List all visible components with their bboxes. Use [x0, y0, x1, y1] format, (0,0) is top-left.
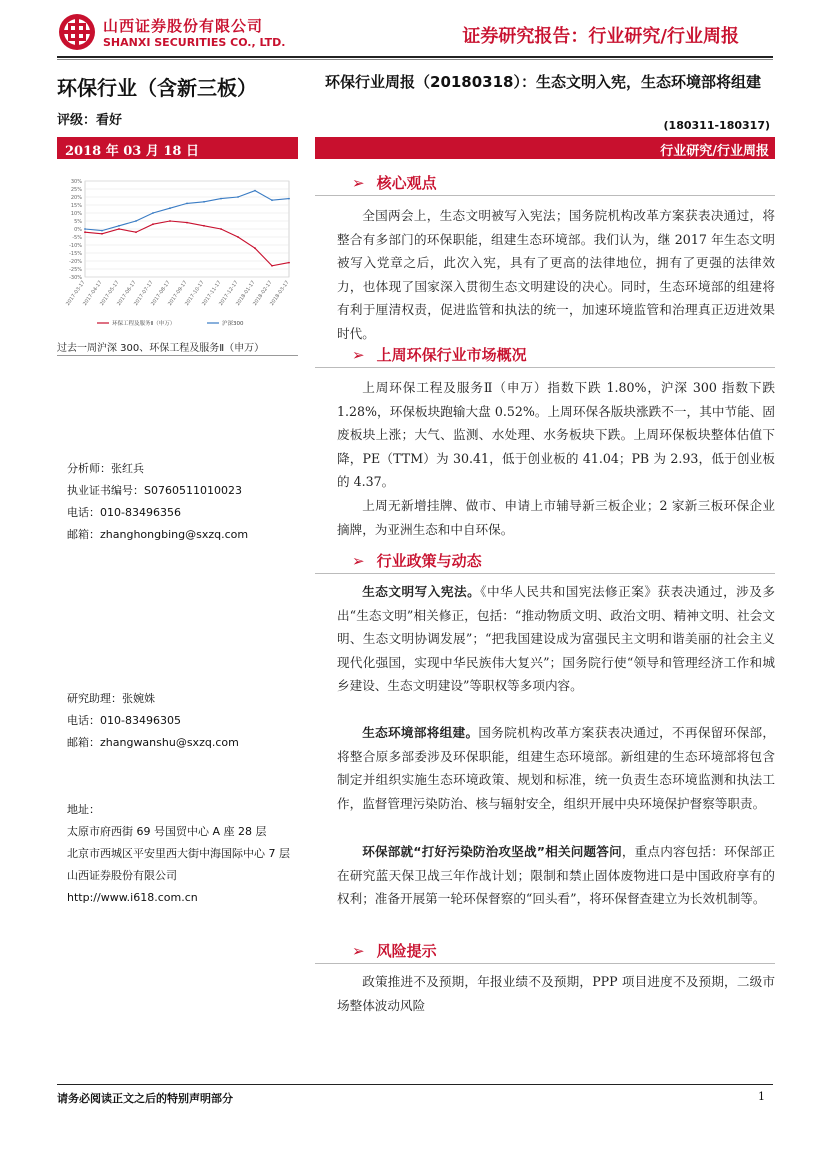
chart-y-tick-label: 15% [70, 203, 82, 209]
policy-body-qa: ，重点内容包括：环保部正在研究蓝天保卫战三年作战计划；限制和禁止固体废物进口是中国政府享有的权利；准备开展第一轮环保督察的“回头看”，将环保督查建立为长效机制等。 [337, 844, 775, 907]
market-paragraph-2: 上周无新增挂牌、做市、申请上市辅导新三板企业；2 家新三板环保企业摘牌，为亚洲生态和中自环保。 [337, 498, 775, 537]
chart-data-point [118, 225, 120, 227]
assistant-email[interactable]: 邮箱：zhangwanshu@sxzq.com [67, 736, 239, 749]
chart-x-tick-label: 2017-12-17 [218, 279, 240, 307]
policy-paragraph-qa [337, 840, 775, 911]
chart-x-tick-label: 2017-04-17 [82, 279, 104, 307]
chart-series-line-1 [85, 191, 289, 231]
chart-data-point [271, 199, 273, 201]
core-paragraph: 全国两会上，生态文明被写入宪法；国务院机构改革方案获表决通过，将整合有多部门的环保职能，组建生态环境部。我们认为，继 2017 年生态文明被写入党章之后，此次入宪，具有了更高的法律地位，拥有了更强的法律效力，也体现了国家深入贯彻生态文明建设的决心。同时，生态环境部的组建将有利于厘清权责，促进监管和执法的统一，加速环境监管和治理真正迈进效果时代。 [337, 208, 775, 341]
chart-y-tick-label: -10% [69, 243, 82, 249]
arrow-icon: ➢ [352, 942, 365, 960]
section-divider [315, 573, 775, 574]
analyst-cert: 执业证书编号：S0760511010023 [67, 484, 242, 497]
address-company: 山西证券股份有限公司 [67, 869, 177, 882]
company-website[interactable]: http://www.i618.com.cn [67, 891, 198, 904]
chart-y-tick-label: 25% [70, 187, 82, 193]
company-name-en: SHANXI SECURITIES CO., LTD. [103, 36, 286, 49]
assistant-phone: 电话：010-83496305 [67, 714, 181, 727]
chart-data-point [220, 228, 222, 230]
chart-x-tick-label: 2017-08-17 [150, 279, 172, 307]
report-week-range: (180311-180317) [663, 119, 770, 132]
chart-y-tick-label: -25% [69, 267, 82, 273]
chart-x-tick-label: 2017-10-17 [184, 279, 206, 307]
chart-data-point [84, 228, 86, 230]
section-title-core-text: 核心观点 [376, 174, 437, 192]
chart-x-tick-label: 2018-02-17 [252, 279, 274, 307]
chart-data-point [288, 198, 290, 200]
report-category-bar: 行业研究/行业周报 [315, 137, 775, 159]
section-title-core [352, 172, 437, 193]
arrow-icon: ➢ [352, 552, 365, 570]
chart-data-point [237, 196, 239, 198]
chart-legend-label: 环保工程及服务Ⅱ（申万） [112, 321, 176, 327]
assistant-name: 研究助理：张婉姝 [67, 692, 155, 705]
chart-data-point [186, 222, 188, 224]
analyst-phone: 电话：010-83496356 [67, 506, 181, 519]
section-title-market [352, 344, 527, 365]
chart-data-point [220, 198, 222, 200]
chart-data-point [288, 262, 290, 264]
chart-x-tick-label: 2017-11-17 [201, 279, 223, 307]
chart-x-tick-label: 2017-09-17 [167, 279, 189, 307]
company-logo [57, 12, 317, 54]
chart-y-tick-label: 10% [70, 211, 82, 217]
section-divider [315, 195, 775, 196]
report-date: 2018 年 03 月 18 日 [57, 137, 298, 159]
policy-headline-ministry: 生态环境部将组建。 [362, 725, 479, 740]
report-title: 环保行业周报（20180318）：生态文明入宪，生态环境部将组建 [325, 73, 761, 91]
section-divider [315, 367, 775, 368]
chart-data-point [152, 223, 154, 225]
chart-x-tick-label: 2017-03-17 [65, 279, 87, 307]
chart-data-point [186, 203, 188, 205]
address-label: 地址： [67, 803, 100, 816]
address-block [67, 799, 292, 909]
policy-headline-qa: 环保部就“打好污染防治攻坚战”相关问题答问 [362, 844, 622, 859]
header-divider-thin [57, 59, 773, 60]
chart-y-tick-label: 5% [74, 219, 82, 225]
chart-x-tick-label: 2017-06-17 [116, 279, 138, 307]
page-number: 1 [758, 1090, 765, 1103]
chart-data-point [237, 236, 239, 238]
policy-body-constitution: 《中华人民共和国宪法修正案》获表决通过，涉及多出“生态文明”相关修正，包括：“推动物质文明、政治文明、精神文明、社会文明、生态文明协调发展”；“把我国建设成为富强民主文明和谐美丽的社会主义现代化强国，实现中华民族伟大复兴”；国务院行使“领导和管理经济工作和城乡建设、生态文明建设”等职权等多项内容。 [337, 584, 776, 694]
chart-data-point [203, 201, 205, 203]
section-title-policy [352, 550, 482, 571]
chart-x-tick-label: 2017-05-17 [99, 279, 121, 307]
industry-name: 环保行业（含新三板） [57, 76, 257, 100]
header-divider [57, 56, 773, 58]
chart-y-tick-label: -30% [69, 275, 82, 281]
chart-data-point [152, 212, 154, 214]
chart-legend-label: 沪深300 [222, 321, 244, 327]
company-name-cn: 山西证券股份有限公司 [103, 17, 264, 35]
chart-data-point [203, 225, 205, 227]
footer-divider [57, 1084, 773, 1085]
chart-data-point [101, 233, 103, 235]
address-line-beijing: 北京市西城区平安里西大街中海国际中心 7 层 [67, 847, 290, 860]
chart-y-tick-label: 20% [70, 195, 82, 201]
analyst-name: 分析师：张红兵 [67, 462, 144, 475]
section-title-risk-text: 风险提示 [376, 942, 437, 960]
chart-y-tick-label: 0% [74, 227, 82, 233]
section-divider [315, 963, 775, 964]
analyst-email[interactable]: 邮箱：zhanghongbing@sxzq.com [67, 528, 249, 541]
arrow-icon: ➢ [352, 174, 365, 192]
chart-y-tick-label: -20% [69, 259, 82, 265]
chart-series-line-0 [85, 221, 289, 266]
chart-x-tick-label: 2017-07-17 [133, 279, 155, 307]
chart-x-tick-label: 2018-03-17 [269, 279, 291, 307]
performance-chart-svg [57, 165, 298, 333]
chart-y-tick-label: -15% [69, 251, 82, 257]
policy-paragraph-constitution [337, 580, 775, 698]
footer-disclaimer: 请务必阅读正文之后的特别声明部分 [57, 1092, 233, 1105]
section-title-market-text: 上周环保行业市场概况 [376, 346, 527, 364]
chart-data-point [254, 247, 256, 249]
policy-body-ministry: 国务院机构改革方案获表决通过，不再保留环保部，将整合原多部委涉及环保职能，组建生态环境部。新组建的生态环境部将包含制定并组织实施生态环境政策、规划和标准，统一负责生态环境监测和执法工作，监督管理污染防治、核与辐射安全，组织开展中央环境保护督察等职责。 [337, 725, 776, 811]
section-title-risk [352, 940, 437, 961]
risk-paragraph: 政策推进不及预期，年报业绩不及预期，PPP 项目进度不及预期，二级市场整体波动风险 [337, 974, 775, 1013]
chart-data-point [101, 230, 103, 232]
chart-data-point [254, 190, 256, 192]
market-paragraph-1: 上周环保工程及服务Ⅱ（申万）指数下跌 1.80%，沪深 300 指数下跌 1.28%，环保板块跑输大盘 0.52%。上周环保各版块涨跌不一，其中节能、固废板块上涨；大气、监测、水处理、水务板块下跌。上周环保板块整体估值下降，PE（TTM）为 30.41，低于创业板的 41.04；PB 为 2.93，低于创业板的 4.37。 [337, 380, 775, 490]
chart-data-point [84, 231, 86, 233]
chart-data-point [169, 220, 171, 222]
performance-chart [57, 165, 298, 333]
chart-data-point [169, 207, 171, 209]
company-logo-icon [57, 12, 97, 52]
chart-y-tick-label: 30% [70, 179, 82, 185]
arrow-icon: ➢ [352, 346, 365, 364]
chart-data-point [118, 228, 120, 230]
section-title-policy-text: 行业政策与动态 [376, 552, 482, 570]
policy-headline-constitution: 生态文明写入宪法。 [362, 584, 481, 599]
chart-caption: 过去一周沪深 300、环保工程及服务Ⅱ（申万） [57, 343, 265, 354]
chart-x-tick-label: 2018-01-17 [235, 279, 257, 307]
chart-y-tick-label: -5% [72, 235, 82, 241]
chart-caption-divider [57, 355, 298, 356]
policy-paragraph-ministry [337, 721, 775, 815]
report-type-title: 证券研究报告：行业研究/行业周报 [462, 26, 739, 47]
chart-data-point [135, 231, 137, 233]
industry-rating: 评级：看好 [57, 113, 123, 128]
chart-data-point [135, 220, 137, 222]
address-line-taiyuan: 太原市府西街 69 号国贸中心 A 座 28 层 [67, 825, 267, 838]
chart-data-point [271, 265, 273, 267]
